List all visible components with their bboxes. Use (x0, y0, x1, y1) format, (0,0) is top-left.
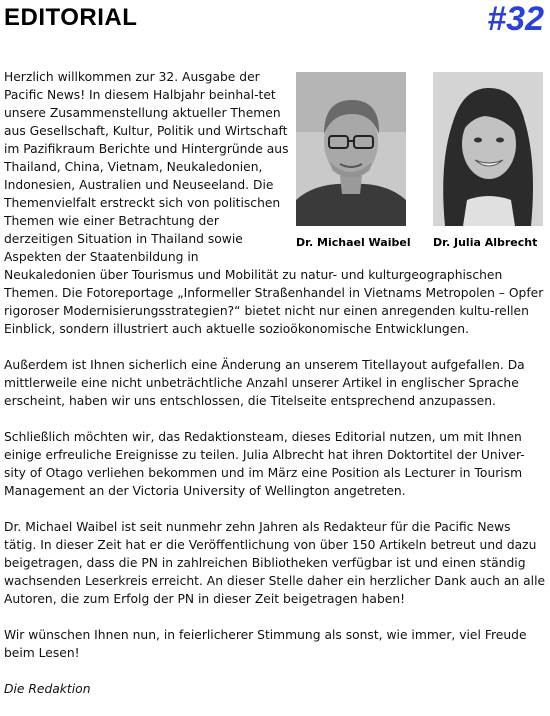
portrait-photo-michael-waibel (296, 72, 406, 226)
paragraph-closing: Wir wünschen Ihnen nun, in feierlicherer Stimmung als sonst, wie immer, viel Freude beim Lesen! (4, 628, 527, 660)
author-photos (296, 72, 546, 260)
paragraph-title-layout: Außerdem ist Ihnen sicherlich eine Änderung an unserem Titellayout aufgefallen. Da mittlerweile eine nicht unbeträchtliche Anzahl unserer Artikel in englischer Sprache erscheint, haben wir uns entschlossen, die Titelseite entsprechend anzupassen. (4, 358, 525, 408)
page-title: EDITORIAL (4, 4, 138, 31)
paragraph-intro: Herzlich willkommen zur 32. Ausgabe der Pacific News! In diesem Halbjahr beinhal-tet unsere Zusammenstellung aktueller Themen aus Gesellschaft, Kultur, Politik und Wirtschaft im Pazifikraum Berichte und Hintergründe aus Thailand, China, Vietnam, Neukaledonien, Indonesien, Australien und Neuseeland. Die Themenvielfalt erstreckt sich von politischen Themen wie einer Betrachtung der derzeitigen Situation in Thailand sowie Aspekten der Staatenbildung in Neukaledonien über Tourismus und Mobilität zu natur- und kulturgeographischen Themen. Die Fotoreportage „Informeller Straßenhandel in Vietnams Metropolen – Opfer rigoroser Modernisierungsstrategien?“ bietet nicht nur einen anregenden kultu-rellen Einblick, sondern illustriert auch aktuelle sozioökonomische Entwicklungen. (4, 70, 544, 336)
portrait-photo-julia-albrecht (433, 72, 543, 226)
paragraph-thanks: Dr. Michael Waibel ist seit nunmehr zehn Jahren als Redakteur für die Pacific News tätig. In dieser Zeit hat er die Veröffentlichung von über 150 Artikeln betreut und dazu beigetragen, dass die PN in zahlreichen Bibliotheken verfügbar ist und einen ständig wachsenden Leserkreis erreicht. An dieser Stelle daher ein herzlicher Dank auch an alle Autoren, die zum Erfolg der PN in dieser Zeit beigetragen haben! (4, 520, 546, 606)
editorial-body (4, 68, 546, 716)
page-header (0, 0, 550, 40)
paragraph-team-news: Schließlich möchten wir, das Redaktionsteam, dieses Editorial nutzen, um mit Ihnen einige erfreuliche Ereignisse zu teilen. Julia Albrecht hat ihren Doktortitel der Univer-sity of Otago verliehen bekommen und im März eine Position als Lecturer in Tourism Management an der Victoria University of Wellington angetreten. (4, 430, 525, 498)
photo-caption-michael-waibel: Dr. Michael Waibel (296, 236, 411, 249)
photo-caption-julia-albrecht: Dr. Julia Albrecht (433, 236, 538, 249)
signature: Die Redaktion (4, 682, 91, 696)
issue-number: #32 (487, 0, 544, 38)
